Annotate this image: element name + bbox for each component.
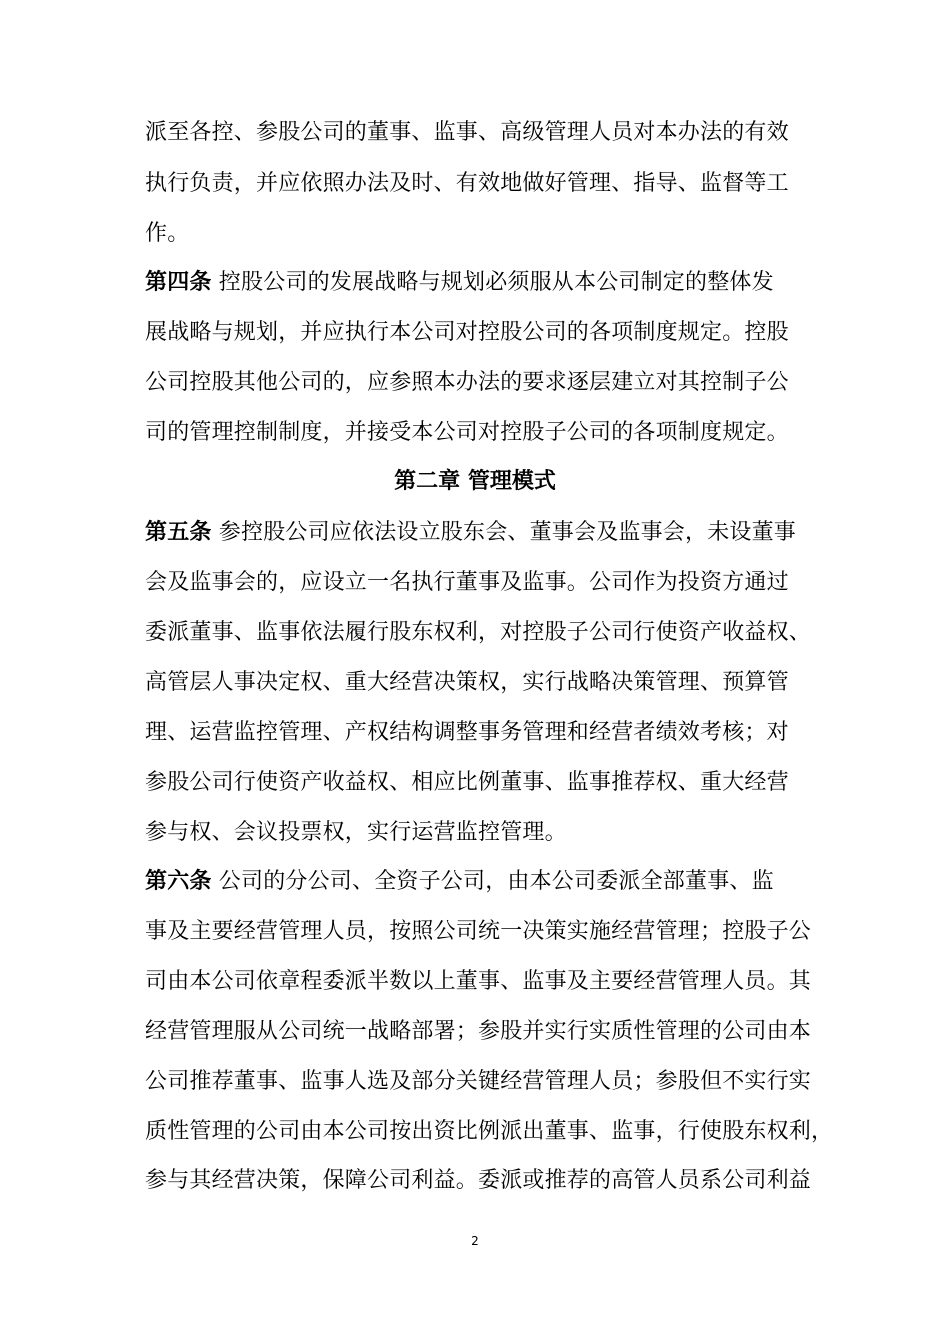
body-line: 执行负责，并应依照办法及时、有效地做好管理、指导、监督等工 bbox=[145, 171, 789, 196]
body-line: 经营管理服从公司统一战略部署；参股并实行实质性管理的公司由本 bbox=[145, 1019, 812, 1044]
body-line: 参与其经营决策，保障公司利益。委派或推荐的高管人员系公司利益 bbox=[145, 1168, 812, 1193]
body-line: 高管层人事决定权、重大经营决策权，实行战略决策管理、预算管 bbox=[145, 670, 789, 695]
page-number: 2 bbox=[471, 1234, 479, 1248]
body-line: 司由本公司依章程委派半数以上董事、监事及主要经营管理人员。其 bbox=[145, 969, 812, 994]
body-line: 司的管理控制制度，并接受本公司对控股子公司的各项制度规定。 bbox=[145, 420, 789, 445]
article-5-first-line bbox=[145, 518, 796, 548]
body-line: 公司控股其他公司的，应参照本办法的要求逐层建立对其控制子公 bbox=[145, 370, 789, 395]
body-line: 参与权、会议投票权，实行运营监控管理。 bbox=[145, 820, 567, 845]
body-line: 质性管理的公司由本公司按出资比例派出董事、监事，行使股东权利， bbox=[145, 1119, 834, 1144]
body-line: 会及监事会的，应设立一名执行董事及监事。公司作为投资方通过 bbox=[145, 570, 789, 595]
body-line: 展战略与规划，并应执行本公司对控股公司的各项制度规定。控股 bbox=[145, 320, 789, 345]
body-line: 理、运营监控管理、产权结构调整事务管理和经营者绩效考核；对 bbox=[145, 720, 789, 745]
article-5-text: 参控股公司应依法设立股东会、董事会及监事会，未设董事 bbox=[211, 520, 797, 545]
body-line: 参股公司行使资产收益权、相应比例董事、监事推荐权、重大经营 bbox=[145, 770, 789, 795]
body-line: 公司推荐董事、监事人选及部分关键经营管理人员；参股但不实行实 bbox=[145, 1069, 812, 1094]
body-line: 事及主要经营管理人员，按照公司统一决策实施经营管理；控股子公 bbox=[145, 919, 812, 944]
article-6-first-line bbox=[145, 867, 774, 897]
body-line: 派至各控、参股公司的董事、监事、高级管理人员对本办法的有效 bbox=[145, 120, 789, 145]
article-4-first-line bbox=[145, 268, 774, 298]
article-6-text: 公司的分公司、全资子公司，由本公司委派全部董事、监 bbox=[211, 869, 774, 894]
article-4-text: 控股公司的发展战略与规划必须服从本公司制定的整体发 bbox=[211, 270, 774, 295]
body-line: 委派董事、监事依法履行股东权利，对控股子公司行使资产收益权、 bbox=[145, 620, 812, 645]
article-6-label: 第六条 bbox=[145, 869, 212, 894]
chapter-heading: 第二章 管理模式 bbox=[394, 469, 556, 494]
article-5-label: 第五条 bbox=[145, 520, 212, 545]
body-line: 作。 bbox=[145, 221, 190, 246]
article-4-label: 第四条 bbox=[145, 270, 212, 295]
